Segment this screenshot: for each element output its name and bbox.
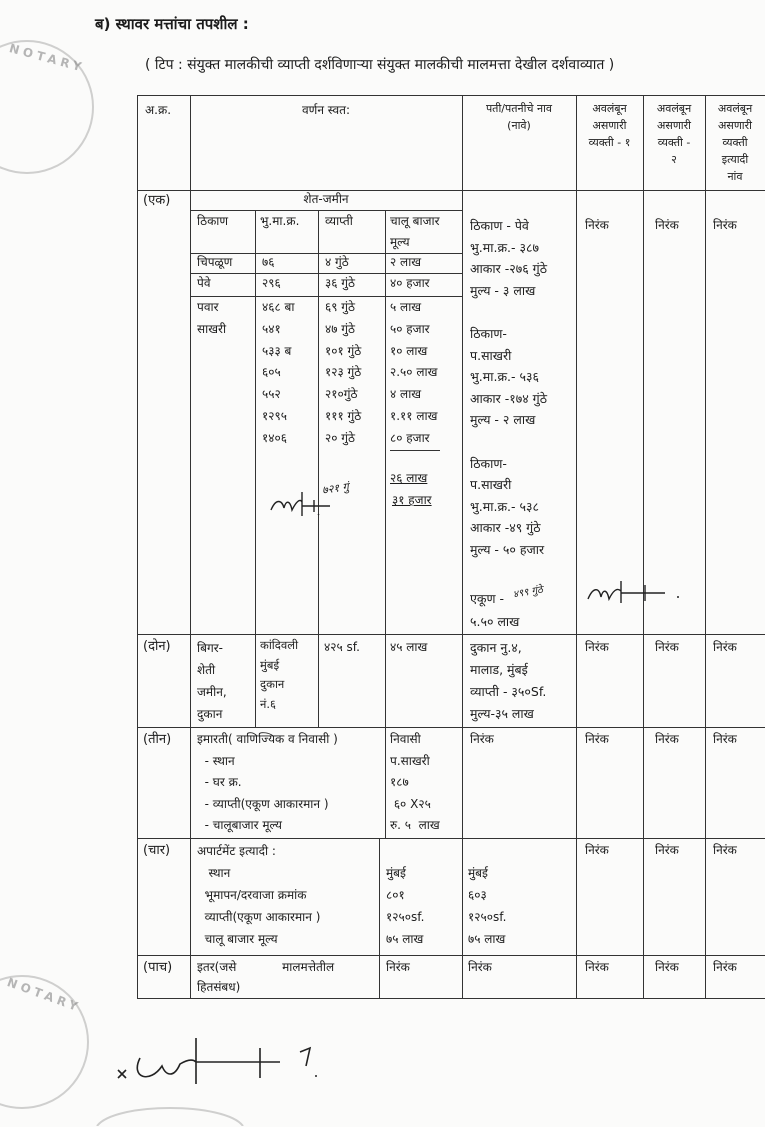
text-line: भु.मा.क्र.- ५३८ xyxy=(470,498,540,514)
shop-area: ४२५ sf. xyxy=(324,640,360,654)
text-line: रु. ५ लाख xyxy=(390,818,440,832)
row-label: (पाच) xyxy=(143,960,173,975)
dependent-1-value: निरंक xyxy=(585,960,609,974)
col-survey: भु.मा.क्र. xyxy=(260,214,300,228)
land-value: २ लाख xyxy=(390,255,422,269)
land-area: ४ गुंठे xyxy=(325,255,349,269)
handwritten-total-area: ७२१ गुं xyxy=(321,480,350,497)
building-self xyxy=(390,729,440,837)
text-line: प.साखरी xyxy=(470,477,512,493)
text-line: ७५ लाख xyxy=(386,932,424,946)
spouse-total-label: एकूण - xyxy=(470,591,505,606)
text-line: ठिकाण- xyxy=(470,455,507,471)
dependent-1-value: निरंक xyxy=(585,843,609,857)
text-line: व्यक्ती - xyxy=(657,136,691,149)
text-line: २० गुंठे xyxy=(325,430,356,445)
signature xyxy=(268,488,348,520)
text-line: प.साखरी xyxy=(390,753,430,768)
text-line: ६०५ xyxy=(262,365,281,380)
building-desc xyxy=(197,729,338,837)
land-survey: ७६ xyxy=(262,255,275,269)
text-line: व्याप्ती(एकूण आकारमान ) xyxy=(197,910,321,924)
text-line xyxy=(468,840,506,862)
text-line: आकार -२७६ गुंठे xyxy=(470,261,547,277)
total-value: ३१ हजार xyxy=(392,493,432,507)
text-line: हितसंबध) xyxy=(197,980,241,994)
text-line: दुकान xyxy=(197,707,223,721)
text-line: साखरी xyxy=(197,321,227,336)
dependent-2-value: निरंक xyxy=(655,218,679,232)
text-line: इत्यादी xyxy=(721,153,749,166)
header-serial: अ.क्र. xyxy=(145,103,172,117)
land-value: ४० हजार xyxy=(390,276,430,290)
notary-stamp-text: NOTARY xyxy=(5,975,84,1015)
text-line: असणारी xyxy=(718,119,752,132)
total-value: २६ लाख xyxy=(390,471,428,485)
land-place xyxy=(197,297,226,341)
text-line: प.साखरी xyxy=(470,347,512,363)
text-line: १२३ गुंठे xyxy=(325,365,362,380)
notary-stamp xyxy=(95,1098,245,1126)
spouse-building: निरंक xyxy=(470,732,494,746)
dependent-3-value: निरंक xyxy=(713,843,737,857)
text-line: - व्याप्ती(एकूण आकारमान ) xyxy=(197,796,329,811)
text-line: ५३३ ब xyxy=(262,343,292,358)
land-area: ३६ गुंठे xyxy=(325,276,356,290)
header-description: वर्णन स्वत: xyxy=(301,103,351,117)
dependent-1-value: निरंक xyxy=(585,218,609,232)
text-line: नं.६ xyxy=(260,696,277,711)
dependent-3-value: निरंक xyxy=(713,960,737,974)
dependent-3-value: निरंक xyxy=(713,218,737,232)
text-line: शेती xyxy=(197,663,216,677)
text-line: २ xyxy=(671,153,677,166)
text-line: ४६८ बा xyxy=(262,300,295,314)
col-value xyxy=(390,211,440,253)
shop-value: ४५ लाख xyxy=(390,640,428,654)
text-line: २.५० लाख xyxy=(390,365,438,380)
dependent-1-value: निरंक xyxy=(585,732,609,746)
text-line: असणारी xyxy=(592,119,627,132)
text-line: मुंबई xyxy=(260,657,280,672)
other-interests-desc xyxy=(197,957,334,997)
text-line: आकार -१७४ गुंठे xyxy=(470,390,547,406)
text-line: नांव xyxy=(727,170,743,183)
header-dependent-3 xyxy=(705,100,765,185)
signature xyxy=(585,575,715,607)
text-line: मालाड, मुंबई xyxy=(470,662,528,677)
land-survey: २९६ xyxy=(262,276,281,290)
text-line: मुल्य-३५ लाख xyxy=(470,706,534,721)
text-line xyxy=(470,301,547,323)
handwritten-spouse-total: ४९९ गुंठे xyxy=(512,584,544,601)
land-place: चिपळूण xyxy=(197,255,233,269)
text-line: व्याप्ती - ३५०Sf. xyxy=(470,684,547,699)
text-line: १४०६ xyxy=(262,430,287,445)
text-line: अपार्टमेंट इत्यादी : xyxy=(197,844,276,858)
other-spouse: निरंक xyxy=(468,960,492,974)
text-line: इमारती( वाणिज्यिक व निवासी ) xyxy=(197,732,338,746)
signature xyxy=(110,1018,410,1088)
text-line: बिगर- xyxy=(197,641,223,655)
text-line: मुल्य - ५० हजार xyxy=(470,541,545,557)
text-line: १२५०sf. xyxy=(468,910,507,924)
text-line: ५० हजार xyxy=(390,321,430,336)
apartment-spouse xyxy=(468,840,506,950)
text-line: ६० X२५ xyxy=(390,796,431,811)
land-area-list xyxy=(325,297,361,450)
dependent-1-value: निरंक xyxy=(585,640,609,654)
text-line: ठिकाण - पेवे xyxy=(470,218,529,233)
text-line: १० लाख xyxy=(390,343,428,358)
text-line xyxy=(386,840,424,862)
text-line: मुंबई xyxy=(468,866,488,880)
text-line: भु.मा.क्र.- ५३६ xyxy=(470,369,540,385)
text-line: १८७ xyxy=(390,775,409,789)
text-line: पवार xyxy=(197,300,219,314)
text-line: ५५२ xyxy=(262,387,281,402)
text-line: ६९ गुंठे xyxy=(325,300,356,314)
text-line: १२९५ xyxy=(262,408,287,423)
dependent-3-value: निरंक xyxy=(713,640,737,654)
col-area: व्याप्ती xyxy=(325,214,353,228)
apartment-self xyxy=(386,840,424,950)
text-line: अवलंबून xyxy=(656,102,692,115)
text-line xyxy=(470,431,547,453)
text-line: मुल्य - २ लाख xyxy=(470,412,536,428)
notary-stamp-text: NOTARY xyxy=(7,41,87,75)
non-agri-desc xyxy=(197,637,227,725)
text-line: दुकान xyxy=(260,677,285,691)
other-self: निरंक xyxy=(386,960,410,974)
text-line: पती/पतनीचे नाव xyxy=(485,102,553,115)
header-dependent-2 xyxy=(643,100,705,168)
text-line: इतर(जसे मालमत्तेतील xyxy=(197,960,335,974)
apartment-desc xyxy=(197,840,320,950)
shop-place xyxy=(260,636,298,714)
row-label: (चार) xyxy=(143,843,171,858)
dependent-2-value: निरंक xyxy=(655,640,679,654)
dependent-2-value: निरंक xyxy=(655,732,679,746)
text-line: ८० हजार xyxy=(390,430,430,445)
text-line: अवलंबून xyxy=(717,102,753,115)
text-line: मूल्य xyxy=(390,235,410,249)
text-line: मुंबई xyxy=(386,866,406,880)
land-survey-list xyxy=(262,297,295,450)
text-line: कांदिवली xyxy=(260,638,299,652)
row-label: (दोन) xyxy=(143,639,171,654)
row-label: (तीन) xyxy=(143,732,172,747)
land-value-list xyxy=(390,297,437,450)
section-title: ब) स्थावर मत्तांचा तपशील : xyxy=(95,15,249,33)
spouse-total-value: ५.५० लाख xyxy=(470,614,520,629)
spouse-land-details xyxy=(470,215,547,561)
text-line: १.११ लाख xyxy=(390,408,438,423)
text-line: १०१ गुंठे xyxy=(325,343,362,358)
text-line: ४७ गुंठे xyxy=(325,321,356,336)
text-line: चालू बाजार मूल्य xyxy=(197,932,278,946)
text-line: १२५०sf. xyxy=(386,910,425,924)
spouse-shop xyxy=(470,637,546,725)
text-line: दुकान नु.४, xyxy=(470,640,522,655)
row-label: (एक) xyxy=(143,193,171,208)
text-line: ५४१ xyxy=(262,321,281,336)
text-line: चालू बाजार xyxy=(390,214,440,228)
col-place: ठिकाण xyxy=(197,214,229,228)
text-line: मुल्य - ३ लाख xyxy=(470,282,536,298)
header-spouse xyxy=(462,100,576,134)
dependent-2-value: निरंक xyxy=(655,843,679,857)
text-line: स्थान xyxy=(197,866,231,880)
text-line: ६०३ xyxy=(468,888,487,902)
text-line: ४ लाख xyxy=(390,387,422,402)
text-line: ५ लाख xyxy=(390,300,422,314)
text-line: ८०१ xyxy=(386,888,405,902)
text-line: निवासी xyxy=(390,732,421,746)
text-line: व्यक्ती - १ xyxy=(588,136,631,149)
text-line: भूमापन/दरवाजा क्रमांक xyxy=(197,888,307,902)
text-line: (नावे) xyxy=(507,119,531,132)
text-line: आकार -४९ गुंठे xyxy=(470,520,541,536)
dependent-2-value: निरंक xyxy=(655,960,679,974)
text-line: भु.मा.क्र.- ३८७ xyxy=(470,239,540,255)
text-line: - स्थान xyxy=(197,753,235,768)
land-place: पेवे xyxy=(197,276,211,290)
text-line: अवलंबून xyxy=(592,102,627,115)
text-line: ७५ लाख xyxy=(468,932,506,946)
text-line: - घर क्र. xyxy=(197,775,242,789)
text-line: असणारी xyxy=(657,119,691,132)
text-line: २१०गुंठे xyxy=(325,387,358,402)
text-line: - चालूबाजार मूल्य xyxy=(197,818,282,832)
dependent-3-value: निरंक xyxy=(713,732,737,746)
text-line: व्यक्ती xyxy=(722,136,748,149)
text-line: जमीन, xyxy=(197,685,227,699)
text-line: १११ गुंठे xyxy=(325,408,362,423)
note: ( टिप : संयुक्त मालकीची व्याप्ती दर्शविणाऱ्या संयुक्त मालकीची मालमत्ता देखील दर्शवाव्यात ) xyxy=(145,57,615,73)
agri-land-heading: शेत-जमीन xyxy=(303,192,349,206)
text-line: ठिकाण- xyxy=(470,325,507,341)
header-dependent-1 xyxy=(576,100,643,151)
